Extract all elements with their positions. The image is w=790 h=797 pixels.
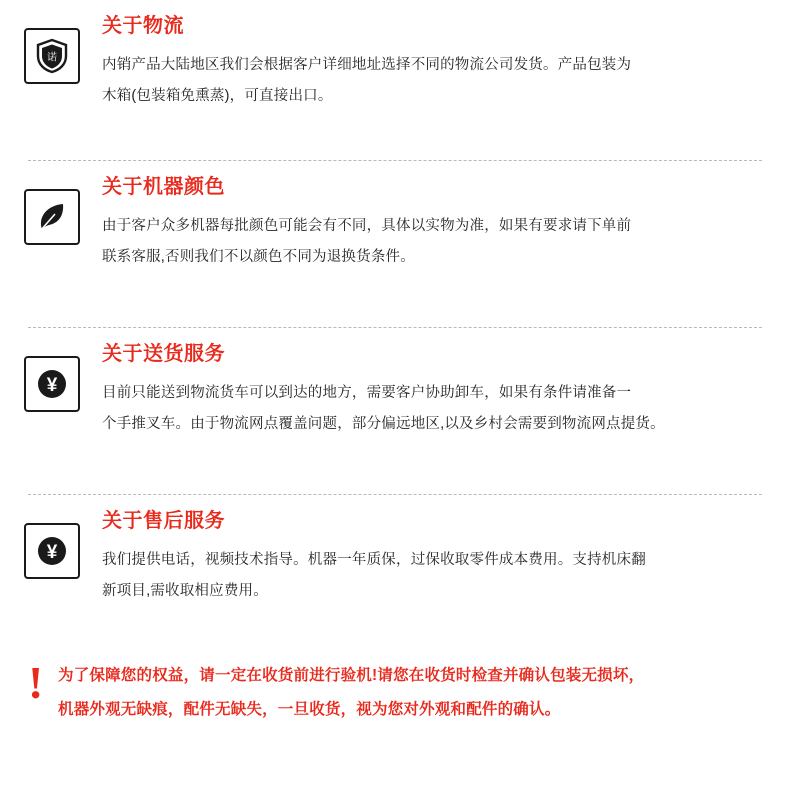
shield-badge-icon [24,28,80,84]
feather-quill-icon [24,189,80,245]
section-logistics-title: 关于物流 [102,15,184,37]
svg-text:诺: 诺 [47,52,57,64]
section-delivery-service [0,328,790,494]
section-delivery-service-body [80,328,665,440]
section-after-sales-service-line-2: 新项目,需收取相应费用。 [102,583,268,599]
yen-currency-icon [24,523,80,579]
inspection-notice-line-1: 为了保障您的权益，请一定在收货前进行验机!请您在收货时检查并确认包装无损坏， [58,667,645,684]
section-machine-color-line-2: 联系客服,否则我们不以颜色不同为退换货条件。 [102,249,415,265]
section-machine-color-line-1: 由于客户众多机器每批颜色可能会有不同，具体以实物为准，如果有要求请下单前 [102,218,632,234]
section-after-sales-service-title: 关于售后服务 [102,510,225,532]
inspection-notice-line-2: 机器外观无缺痕，配件无缺失，一旦收货，视为您对外观和配件的确认。 [58,701,561,718]
section-machine-color-body [80,161,631,273]
svg-text:¥: ¥ [46,375,58,396]
section-delivery-service-line-2: 个手推叉车。由于物流网点覆盖问题，部分偏远地区,以及乡村会需要到物流网点提货。 [102,416,665,432]
inspection-notice-text [54,659,644,727]
section-logistics [0,0,790,160]
section-after-sales-service-line-1: 我们提供电话，视频技术指导。机器一年质保，过保收取零件成本费用。支持机床翻 [102,552,646,568]
section-machine-color [0,161,790,327]
section-delivery-service-line-1: 目前只能送到物流货车可以到达的地方，需要客户协助卸车，如果有条件请准备一 [102,385,632,401]
section-after-sales-service [0,495,790,645]
section-logistics-body [80,0,631,112]
section-after-sales-service-body [80,495,646,607]
section-logistics-line-1: 内销产品大陆地区我们会根据客户详细地址选择不同的物流公司发货。产品包装为 [102,57,632,73]
inspection-notice [0,645,790,727]
section-logistics-line-2: 木箱(包装箱免熏蒸)，可直接出口。 [102,88,333,104]
exclamation-icon: ! [28,657,44,708]
section-delivery-service-title: 关于送货服务 [102,343,225,365]
section-machine-color-title: 关于机器颜色 [102,176,225,198]
yen-currency-icon [24,356,80,412]
svg-text:¥: ¥ [46,542,58,563]
